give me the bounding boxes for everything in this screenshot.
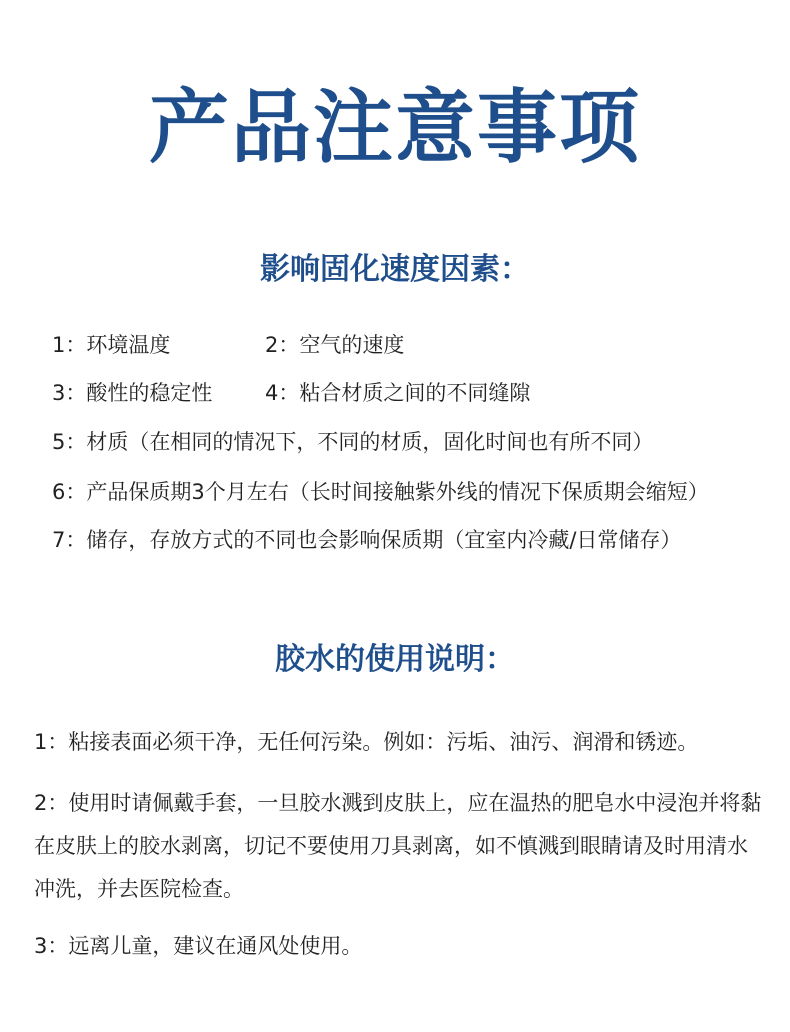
factor-item-5: 5：材质（在相同的情况下，不同的材质，固化时间也有所不同） — [52, 430, 654, 454]
factor-item-3: 3：酸性的稳定性 — [52, 381, 213, 405]
factor-item-4: 4：粘合材质之间的不同缝隙 — [265, 381, 531, 405]
page-title: 产品注意事项 — [149, 81, 641, 174]
factor-row-1 — [52, 330, 405, 360]
usage-item-1: 1：粘接表面必须干净，无任何污染。例如：污垢、油污、润滑和锈迹。 — [34, 730, 699, 754]
usage-item-3: 3：远离儿童，建议在通风处使用。 — [34, 934, 363, 958]
factor-item-2: 2：空气的速度 — [265, 333, 405, 357]
section-heading-usage: 胶水的使用说明： — [275, 642, 515, 677]
factor-row-2 — [52, 378, 531, 408]
section-heading-factors: 影响固化速度因素： — [260, 252, 530, 287]
factor-item-6: 6：产品保质期3个月左右（长时间接触紫外线的情况下保质期会缩短） — [52, 480, 709, 504]
factor-item-1: 1：环境温度 — [52, 333, 171, 357]
usage-item-2: 2：使用时请佩戴手套，一旦胶水溅到皮肤上，应在温热的肥皂水中浸泡并将黏在皮肤上的胶水剥离，切记不要使用刀具剥离，如不慎溅到眼睛请及时用清水冲洗，并去医院检查。 — [34, 791, 762, 901]
factor-item-7: 7：储存，存放方式的不同也会影响保质期（宜室内冷藏/日常储存） — [52, 528, 682, 552]
